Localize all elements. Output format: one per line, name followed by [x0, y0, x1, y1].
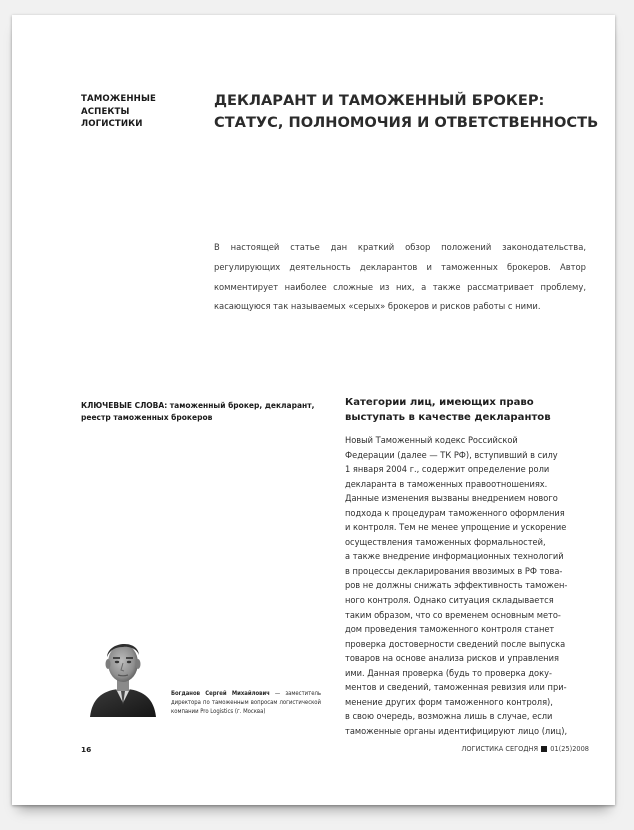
article-title-line: ДЕКЛАРАНТ И ТАМОЖЕННЫЙ БРОКЕР: — [214, 92, 545, 109]
body-line: Новый Таможенный кодекс Российской — [345, 435, 518, 446]
section-heading: Категории лиц, имеющих право выступать в качестве декларантов — [345, 397, 551, 423]
body-line: декларанта в таможенных правоотношениях. — [345, 478, 548, 490]
body-line: 1 января 2004 г., содержит определение роли — [345, 464, 550, 476]
body-line: а также внедрение информационных технологий — [345, 551, 564, 563]
author-photo — [88, 633, 158, 717]
body-line: осуществления таможенных формальностей, — [345, 536, 546, 548]
body-text — [345, 434, 595, 739]
body-line: и контроля. Тем не менее упрощение и ускорение — [345, 522, 567, 534]
keywords: КЛЮЧЕВЫЕ СЛОВА: таможенный брокер, декларант, реестр таможенных брокеров — [81, 401, 315, 422]
author-name: Богданов Сергей Михайлович — [171, 691, 270, 697]
body-line: товаров на основе анализа рисков и управления — [345, 653, 559, 665]
body-line: проверка достоверности сведений после выпуска — [345, 638, 566, 650]
body-line: ментов и сведений, таможенная ревизия или при- — [345, 682, 567, 694]
author-description: — заместитель директора по таможенным вопросам логистической компании Pro Logistics (г. Москва) — [171, 691, 321, 715]
body-line: менение других форм таможенного контроля), — [345, 696, 553, 708]
journal-name: ЛОГИСТИКА СЕГОДНЯ — [461, 745, 539, 753]
author-caption — [171, 690, 321, 717]
abstract: В настоящей статье дан краткий обзор положений законодательства, регулирующих деятельность декларантов и таможенных брокеров. Автор комментирует наиболее сложные из них, а также рассматривает проблему, касающуюся так называемых «серых» брокеров и рисков работы с ними. — [214, 242, 586, 312]
body-line: ного контроля. Однако ситуация складывается — [345, 595, 554, 607]
body-line: Данные изменения вызваны внедрением нового — [345, 493, 558, 505]
body-line: в процессы декларирования ввозимых в РФ това- — [345, 565, 563, 577]
issue-number: 01(25)2008 — [550, 745, 589, 753]
body-line: таможенные органы идентифицируют лицо (лиц), — [345, 725, 568, 737]
section-label-line: ЛОГИСТИКИ — [81, 119, 143, 129]
black-square-icon — [541, 746, 547, 752]
body-line: подхода к процедурам таможенного оформления — [345, 507, 565, 519]
section-label — [81, 93, 191, 131]
running-footer — [461, 745, 589, 753]
body-line: в свою очередь, возможна лишь в случае, если — [345, 711, 553, 723]
body-line: ими. Данная проверка (будь то проверка доку- — [345, 667, 552, 679]
section-label-line: АСПЕКТЫ — [81, 106, 130, 117]
article-title-line: СТАТУС, ПОЛНОМОЧИЯ И ОТВЕТСТВЕННОСТЬ — [214, 114, 599, 131]
page-number: 16 — [81, 745, 92, 754]
section-label-line: ТАМОЖЕННЫЕ — [81, 94, 156, 104]
body-line: ров не должны снижать эффективность таможен- — [345, 580, 568, 592]
body-line: дом проведения таможенного контроля станет — [345, 624, 555, 636]
body-line: таким образом, что со временем основным мето- — [345, 609, 561, 621]
article-title — [214, 90, 614, 134]
body-line: Федерации (далее — ТК РФ), вступивший в силу — [345, 449, 558, 461]
